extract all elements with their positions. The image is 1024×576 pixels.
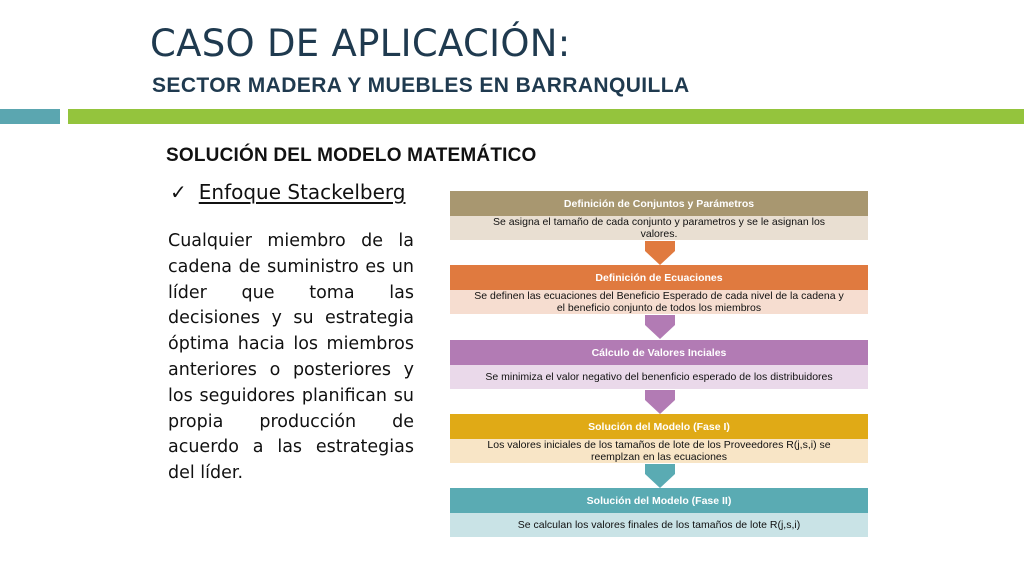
flow-arrow-down-icon <box>645 464 675 488</box>
flow-step-4 <box>450 414 868 463</box>
arrow-shape <box>645 315 675 339</box>
flow-step-title: Definición de Conjuntos y Parámetros <box>450 191 868 216</box>
arrow-shape <box>645 241 675 265</box>
flow-step-3 <box>450 340 868 389</box>
check-icon: ✓ <box>170 180 187 204</box>
flow-arrow-down-icon <box>645 241 675 265</box>
flow-arrow-down-icon <box>645 390 675 414</box>
flow-step-text: Se asigna el tamaño de cada conjunto y parametros y se le asignan los valores. <box>450 216 868 240</box>
description-paragraph: Cualquier miembro de la cadena de suministro es un líder que toma las decisiones y su estrategia óptima hacia los miembros anteriores o posteriores y los seguidores planifican su propia producción de acuerdo a las estrategias del líder. <box>168 231 414 484</box>
flow-arrow-down-icon <box>645 315 675 339</box>
accent-bar-right <box>68 109 1024 124</box>
bullet-label: Enfoque Stackelberg <box>198 180 406 204</box>
flow-step-text: Se minimiza el valor negativo del benenficio esperado de los distribuidores <box>450 365 868 389</box>
accent-bar-left <box>0 109 60 124</box>
flow-step-title: Cálculo de Valores Inciales <box>450 340 868 365</box>
slide-subtitle: SECTOR MADERA Y MUEBLES EN BARRANQUILLA <box>152 74 690 97</box>
flow-step-text: Se calculan los valores finales de los tamaños de lote R(j,s,i) <box>450 513 868 537</box>
flow-step-1 <box>450 191 868 240</box>
slide-title: CASO DE APLICACIÓN: <box>150 22 571 65</box>
section-heading: SOLUCIÓN DEL MODELO MATEMÁTICO <box>166 145 537 166</box>
flow-step-title: Solución del Modelo (Fase II) <box>450 488 868 513</box>
bullet-item <box>170 180 405 204</box>
flow-step-title: Solución del Modelo (Fase I) <box>450 414 868 439</box>
flow-step-2 <box>450 265 868 314</box>
flow-step-text: Los valores iniciales de los tamaños de lote de los Proveedores R(j,s,i) se reemplzan en las ecuaciones <box>450 439 868 463</box>
flow-step-5 <box>450 488 868 537</box>
flow-step-text: Se definen las ecuaciones del Beneficio Esperado de cada nivel de la cadena y el beneficio conjunto de todos los miembros <box>450 290 868 314</box>
flow-step-title: Definición de Ecuaciones <box>450 265 868 290</box>
arrow-shape <box>645 390 675 414</box>
arrow-shape <box>645 464 675 488</box>
